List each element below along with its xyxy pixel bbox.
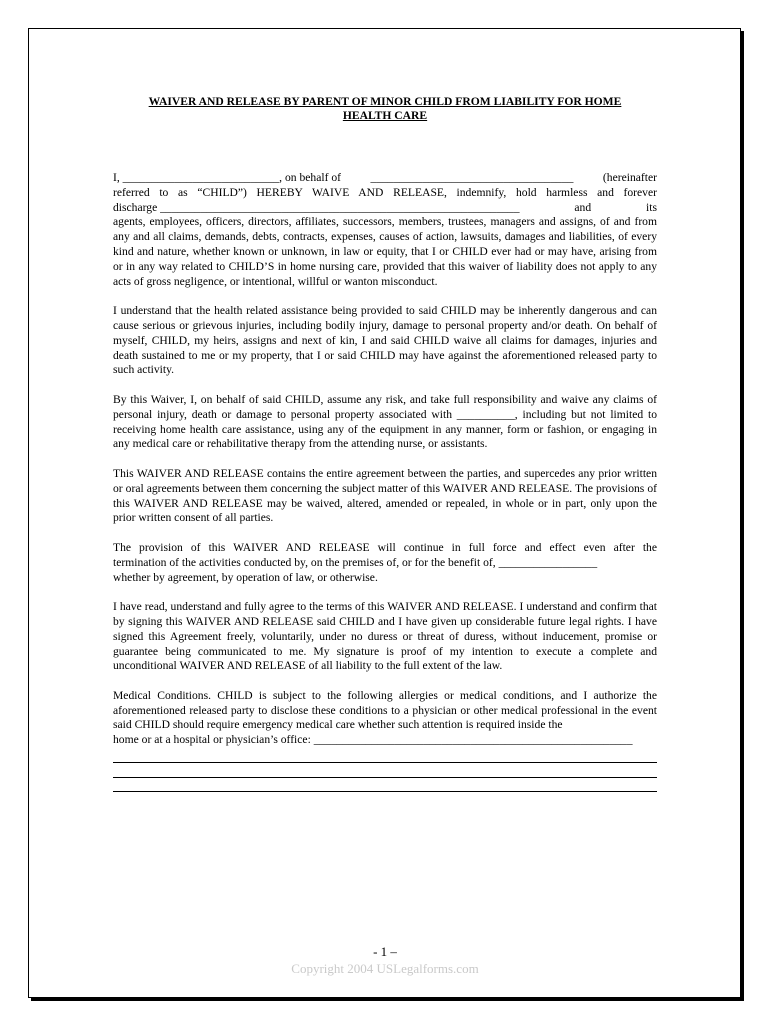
paragraph-medical-conditions (113, 689, 657, 793)
paragraph-acknowledgement: I have read, understand and fully agree to the terms of this WAIVER AND RELEASE. I understand and confirm that by signing this WAIVER AND RELEASE said CHILD and I have given up considerable future legal rights. I have signed this Agreement freely, voluntarily, under no duress or threat of duress, without inducement, promise or guarantee being communicated to me. My signature is proof of my intention to execute a complete and unconditional WAIVER AND RELEASE of all liability to the full extent of the law. (113, 600, 657, 673)
title-line-2: HEALTH CARE (342, 109, 428, 122)
release-line-2 (113, 186, 657, 201)
release-rest: agents, employees, officers, directors, affiliates, successors, members, trustees, managers and assigns, of and from any and all claims, demands, debts, contracts, expenses, causes of action, lawsuits, damages and liabilities, of every kind and nature, whether known or unknown, in law or equity, that I or CHILD ever had or may have, arising from or in any way related to CHILD’S in home nursing care, provided that this waiver of liability does not apply to any acts of gross negligence, or intentional, willful or wanton misconduct. (113, 215, 657, 288)
medical-conditions-text: Medical Conditions. CHILD is subject to the following allergies or medical conditions, and I authorize the aforementioned released party to disclose these conditions to a physician or other medical professional in the event said CHILD should require emergency medical care whether such attention is required inside the (113, 688, 657, 732)
copyright-watermark: Copyright 2004 USLegalforms.com (291, 961, 479, 976)
page-number: - 1 – (373, 944, 397, 959)
release-line-1 (113, 171, 657, 186)
medical-blank-line-3[interactable] (113, 778, 657, 793)
medical-blank-line-2[interactable] (113, 763, 657, 778)
document-body (113, 171, 657, 792)
document-title (113, 95, 657, 123)
release-line-2-text: referred to as “CHILD”) HEREBY WAIVE AND RELEASE, indemnify, hold harmless and forever (113, 185, 657, 199)
paragraph-entire-agreement: This WAIVER AND RELEASE contains the entire agreement between the parties, and supercedes any prior written or oral agreements between them concerning the subject matter of this WAIVER AND RELEASE. The provisions of this WAIVER AND RELEASE may be waived, altered, amended or repealed, in whole or in part, only upon the prior written consent of all parties. (113, 466, 657, 525)
its-text: its (646, 200, 657, 214)
survival-line-1: The provision of this WAIVER AND RELEASE will continue in full force and effect even after the (113, 540, 657, 554)
paragraph-risk: I understand that the health related assistance being provided to said CHILD may be inherently dangerous and can cause serious or grievous injuries, including bodily injury, damage to personal property and/or death. On behalf of myself, CHILD, my heirs, assigns and next of kin, I and said CHILD waive all claims for damages, injuries and death sustained to me or my property, that I or said CHILD may have against the aforementioned released party to such activity. (113, 304, 657, 377)
hereinafter-text: (hereinafter (602, 171, 657, 184)
child-name-blank: ___________________________________ (370, 171, 574, 184)
survival-line-3: whether by agreement, by operation of law, or otherwise. (113, 570, 378, 584)
survival-line-2: termination of the activities conducted by, on the premises of, or for the benefit of, _________________ (113, 555, 598, 569)
discharge-blank: discharge ______________________________________________________________ (113, 200, 520, 214)
release-line-3 (113, 201, 657, 216)
releasor-blank-text: I, ___________________________, on behalf of (113, 171, 341, 184)
medical-blank-line-1[interactable] (113, 748, 657, 763)
medical-office-line: home or at a hospital or physician’s office: _______________________________________________________ (113, 733, 633, 747)
paragraph-assumption: By this Waiver, I, on behalf of said CHILD, assume any risk, and take full responsibility and waive any claims of personal injury, death or damage to personal property associated with __________, including but not limited to receiving home health care assistance, using any of the equipment in any manner, form or fashion, or engaging in any medical care or rehabilitative therapy from the attending nurse, or assistants. (113, 392, 657, 451)
title-line-1: WAIVER AND RELEASE BY PARENT OF MINOR CHILD FROM LIABILITY FOR HOME (148, 95, 622, 108)
paragraph-survival (113, 541, 657, 585)
paragraph-release (113, 171, 657, 289)
and-text: and (574, 200, 592, 214)
